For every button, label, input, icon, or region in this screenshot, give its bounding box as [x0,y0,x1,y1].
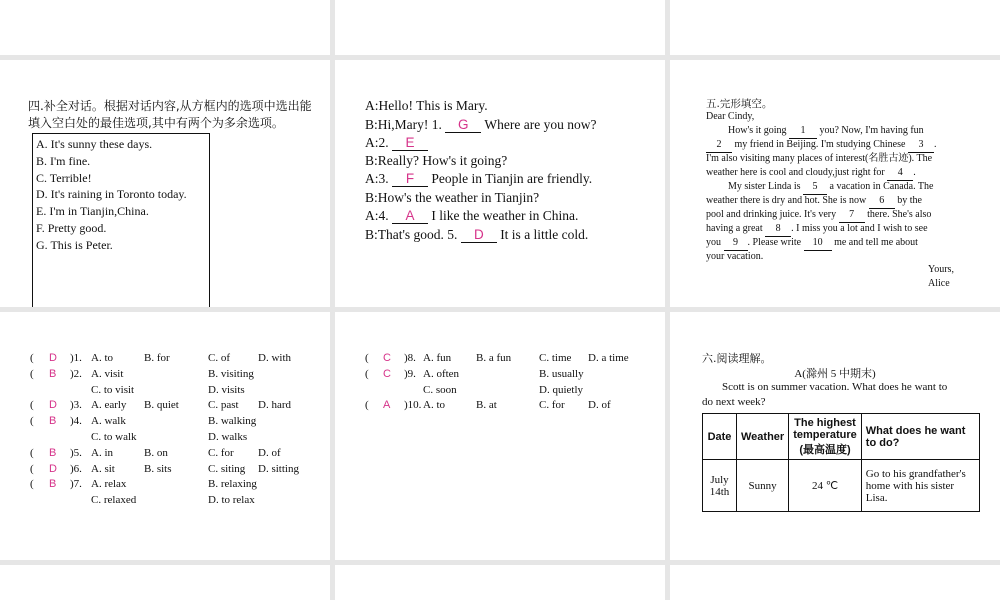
choice-a: A. early [91,399,127,412]
cloze-text: . Please write [747,237,802,248]
dialogue-line-8 [365,227,588,243]
cloze-line: weather here is cool and cloudy,just right for 4 . [706,166,962,181]
page-panel-mc-left [0,312,330,560]
choice-a: C. to visit [91,383,135,396]
dialogue-prefix: A:2. [365,135,389,150]
cloze-line [706,180,962,195]
page-panel-bottom-right [670,565,1000,600]
open-paren: ( [30,367,34,380]
reading-subtitle: A(滁州 5 中期末) [794,368,876,380]
answer-blank: E [392,135,428,151]
question-number: )3. [70,399,82,412]
question-number: )4. [70,415,82,428]
choice-c: C. of [208,352,230,364]
cloze-text: How's it going [728,125,787,136]
option-e: E. I'm in Tianjin,China. [36,204,149,219]
choice-a: A. visit [91,367,124,380]
cloze-blank-4: 4 [887,166,913,181]
answer-blank: F [392,171,428,187]
mc-question-row [335,399,665,413]
mc-question-row [0,415,330,429]
table-header: The highest temperature (最高温度) [789,414,862,460]
choice-c: D. walks [208,431,248,443]
dialogue-line-3 [365,135,428,151]
reading-table [702,413,980,512]
reading-title: 六.阅读理解。 [702,352,772,365]
dialogue-line-4: B:Really? How's it going? [365,153,508,168]
dialogue-line-6: B:How's the weather in Tianjin? [365,190,540,205]
question-number: )7. [70,478,82,491]
table-header-row [703,414,980,460]
cloze-text: there. She's also [867,209,932,220]
cloze-text: having a great [706,223,763,234]
table-row [703,460,980,512]
mc-question-row [0,431,330,445]
answer-blank: A [392,208,428,224]
dialogue-suffix: Where are you now? [484,117,597,132]
dialogue-suffix: It is a little cold. [500,227,589,242]
dialogue-suffix: I like the weather in China. [431,208,579,223]
choice-b: B. quiet [144,399,179,412]
mc-question-row [0,494,330,508]
dialogue-line-1: A:Hello! This is Mary. [365,98,488,113]
mc-question-row [335,352,665,366]
choice-a: A. to [91,352,113,364]
choice-c: D. quietly [539,383,583,396]
dialogue-prefix: B:Hi,Mary! 1. [365,117,442,132]
answer-letter: C [383,367,391,380]
dialogue-line-7 [365,208,578,224]
cloze-blank-1: 1 [789,124,817,139]
cloze-line [706,124,962,139]
mc-question-row [0,447,330,461]
question-number: )5. [70,446,82,459]
table-cell: 24 ℃ [789,460,862,512]
open-paren: ( [30,462,34,475]
page-panel-top-right [670,0,1000,55]
open-paren: ( [365,399,369,412]
cloze-line [706,222,962,237]
cloze-text: My sister Linda is [728,181,801,192]
choice-c: C. for [539,399,565,412]
options-box [32,133,210,307]
answer-letter: D [49,399,57,412]
choice-c: C. time [539,352,572,364]
cloze-text: by the [897,195,922,206]
choice-a: A. walk [91,415,126,428]
cloze-line [706,236,962,251]
cloze-text: . I miss you a lot and I wish to see [791,223,928,234]
dialogue-line-2 [365,117,596,133]
cloze-greeting: Dear Cindy, [706,111,755,122]
choice-a: C. soon [423,383,457,396]
option-b: B. I'm fine. [36,153,91,168]
choice-a: A. sit [91,462,115,475]
cloze-blank-8: 8 [765,222,791,237]
cloze-line: 2 my friend in Beijing. I'm studying Chinese 3 . [706,138,962,153]
answer-blank: G [445,117,481,133]
question-number: )10. [404,399,422,412]
page-panel-section4 [0,60,330,307]
cloze-line [706,208,962,223]
choice-a: A. relax [91,478,127,491]
page-panel-cloze [670,60,1000,307]
cloze-text: a vacation in Canada. The [829,181,934,192]
open-paren: ( [30,478,34,491]
section4-heading: 四.补全对话。根据对话内容,从方框内的选项中选出能填入空白处的最佳选项,其中有两个为多余选项。 [28,99,312,130]
cloze-text: you? Now, I'm having fun [819,125,924,136]
cloze-blank-10: 10 [804,236,832,251]
cloze-blank-2: 2 [706,138,732,153]
option-a: A. It's sunny these days. [36,137,153,151]
choice-d: D. sitting [258,462,299,475]
cloze-blank-3: 3 [908,138,934,153]
question-number: )8. [404,352,416,364]
mc-question-row [0,384,330,398]
open-paren: ( [365,367,369,380]
answer-letter: D [49,462,57,475]
answer-letter: B [49,415,57,428]
reading-intro: Scott is on summer vacation. What does he want to [722,381,948,393]
dialogue-suffix: People in Tianjin are friendly. [431,171,593,186]
choice-b: B. on [144,446,168,459]
cloze-line: your vacation. [706,251,764,262]
open-paren: ( [30,446,34,459]
choice-c: D. visits [208,383,245,396]
mc-question-row [0,352,330,366]
mc-question-row [0,399,330,413]
option-g: G. This is Peter. [36,237,113,252]
dialogue-prefix: A:4. [365,208,389,223]
mc-question-row [0,368,330,382]
page-panel-bottom-middle [335,565,665,600]
page-panel-reading [670,312,1000,560]
choice-c: C. for [208,446,234,459]
cloze-line [706,194,962,209]
question-number: )9. [404,367,416,380]
dialogue-prefix: A:3. [365,171,389,186]
choice-d: D. a time [588,352,629,364]
table-cell: July 14th [703,460,737,512]
page-panel-mc-middle [335,312,665,560]
choice-d: D. of [588,399,611,412]
cloze-line: I'm also visiting many places of interest(名胜古迹). The [706,153,933,164]
choice-a: A. often [423,367,460,380]
choice-c: C. past [208,399,239,412]
cloze-text: pool and drinking juice. It's very [706,209,837,220]
open-paren: ( [365,352,369,364]
choice-a: C. relaxed [91,494,137,507]
choice-b: B. at [476,399,497,412]
table-cell: Sunny [737,460,789,512]
choice-c: B. relaxing [208,478,257,491]
option-d: D. It's raining in Toronto today. [36,187,187,202]
choice-d: D. of [258,446,281,459]
choice-c: D. to relax [208,494,255,507]
choice-c: B. visiting [208,367,254,380]
choice-a: C. to walk [91,431,137,443]
cloze-text: weather there is dry and hot. She is now [706,195,867,206]
mc-question-row [335,368,665,382]
page-panel-dialogue [335,60,665,307]
choice-a: A. fun [423,352,452,364]
open-paren: ( [30,399,34,412]
question-number: )1. [70,352,82,364]
answer-letter: B [49,446,57,459]
answer-letter: C [383,352,391,364]
cloze-title: 五.完形填空。 [706,98,773,110]
question-number: )2. [70,367,82,380]
choice-b: B. sits [144,462,172,475]
cloze-blank-6: 6 [869,194,895,209]
open-paren: ( [30,415,34,428]
choice-a: A. to [423,399,445,412]
cloze-text: me and tell me about [834,237,918,248]
mc-question-row [0,478,330,492]
mc-question-row [335,384,665,398]
cloze-blank-7: 7 [839,208,865,223]
reading-intro: do next week? [702,396,766,408]
cloze-text: you [706,237,721,248]
table-cell: Go to his grandfather's home with his sister Lisa. [861,460,979,512]
table-header: Date [703,414,737,460]
cloze-text: weather here is cool and cloudy,just right for [706,167,885,178]
open-paren: ( [30,352,34,364]
answer-letter: B [49,367,57,380]
cloze-blank-5: 5 [803,180,827,195]
cloze-blank-9: 9 [724,236,748,251]
answer-letter: B [49,478,57,491]
choice-b: B. a fun [476,352,512,364]
choice-a: A. in [91,446,113,459]
option-f: F. Pretty good. [36,220,107,235]
answer-blank: D [461,227,497,243]
choice-d: D. with [258,352,291,364]
page-panel-top-middle [335,0,665,55]
answer-letter: D [49,352,57,364]
dialogue-prefix: B:That's good. 5. [365,227,458,242]
cloze-text: my friend in Beijing. I'm studying Chinese [734,139,906,150]
cloze-closing: Yours, [928,264,954,275]
mc-question-row [0,463,330,477]
option-c: C. Terrible! [36,170,92,185]
page-panel-bottom-left [0,565,330,600]
cloze-signature: Alice [928,278,950,289]
choice-c: C. siting [208,462,246,475]
table-header: Weather [737,414,789,460]
choice-c: B. usually [539,367,584,380]
choice-c: B. walking [208,415,257,428]
question-number: )6. [70,462,82,475]
page-panel-top-left [0,0,330,55]
choice-d: D. hard [258,399,291,412]
answer-letter: A [383,399,391,412]
choice-b: B. for [144,352,170,364]
table-header: What does he want to do? [861,414,979,460]
dialogue-line-5 [365,171,592,187]
